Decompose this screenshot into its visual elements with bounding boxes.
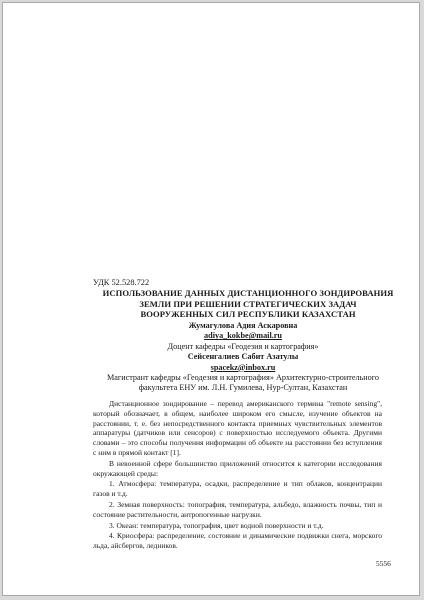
title-line-3: ВООРУЖЕННЫХ СИЛ РЕСПУБЛИКИ КАЗАХСТАН [140,309,356,320]
author-1-affiliation: Доцент кафедры «Геодезия и картография» [167,341,319,351]
paper-title [98,288,398,320]
title-line-2: ЗЕМЛИ ПРИ РЕШЕНИИ СТРАТЕГИЧЕСКИХ ЗАДАЧ [139,298,357,309]
title-line-1: ИСПОЛЬЗОВАНИЕ ДАННЫХ ДИСТАНЦИОННОГО ЗОНДИРОВАНИЯ [102,288,394,298]
document-page [2,2,420,596]
author-1-name: Жумагулова Адия Аскаровна [188,321,298,330]
page-number: 5556 [376,559,391,568]
body-text [93,399,382,551]
list-item-ocean: 3. Океан: температура, топография, цвет водной поверхности и т.д. [109,520,324,530]
author-2-email[interactable]: spacekz@inbox.ru [210,362,276,372]
authors-block [98,321,388,394]
list-item-land-surface: 2. Земная поверхность: топография, температура, альбедо, влажность почвы, тип и состояние растительности, антропогенные нагрузки. [93,499,382,519]
paragraph-intro: Дистанционное зондирование – перевод американского термина "remote sensing", который обозначает, в общем, наиболее широком его смысле, изучение объектов на расстоянии, т. е. без непосредственного контакта приемных чувствительных элементов аппаратуры (датчиков или сенсоров) с поверхностью исследуемого объекта. Другими словами – это способы получения информации об объекте на расстоянии без вступления с ним в прямой контакт [1]. [93,399,382,457]
author-2-name: Сейсенгалиев Сабит Азатулы [187,352,299,362]
author-2-affiliation-line-1: Магистрант кафедры «Геодезия и картография» Архитектурно-строительного [106,373,380,383]
author-1-email[interactable]: adiya_kokbe@mail.ru [204,331,282,341]
list-item-atmosphere: 1. Атмосфера: температура, осадки, распределение и тип облаков, концентрации газов и т.д. [93,479,382,499]
udc-code: УДК 52.528.722 [93,278,150,287]
list-item-cryosphere: 4. Криосфера: распределение, состояние и динамические подвижки снега, морского льда, айсбергов, ледников. [93,531,382,551]
paragraph-categories: В невоенной сфере большинство приложений относится к категории исследования окружающей среды: [93,458,382,478]
author-2-affiliation-line-2: факультета ЕНУ им. Л.Н. Гумилева, Нур-Султан, Казахстан [138,383,348,393]
